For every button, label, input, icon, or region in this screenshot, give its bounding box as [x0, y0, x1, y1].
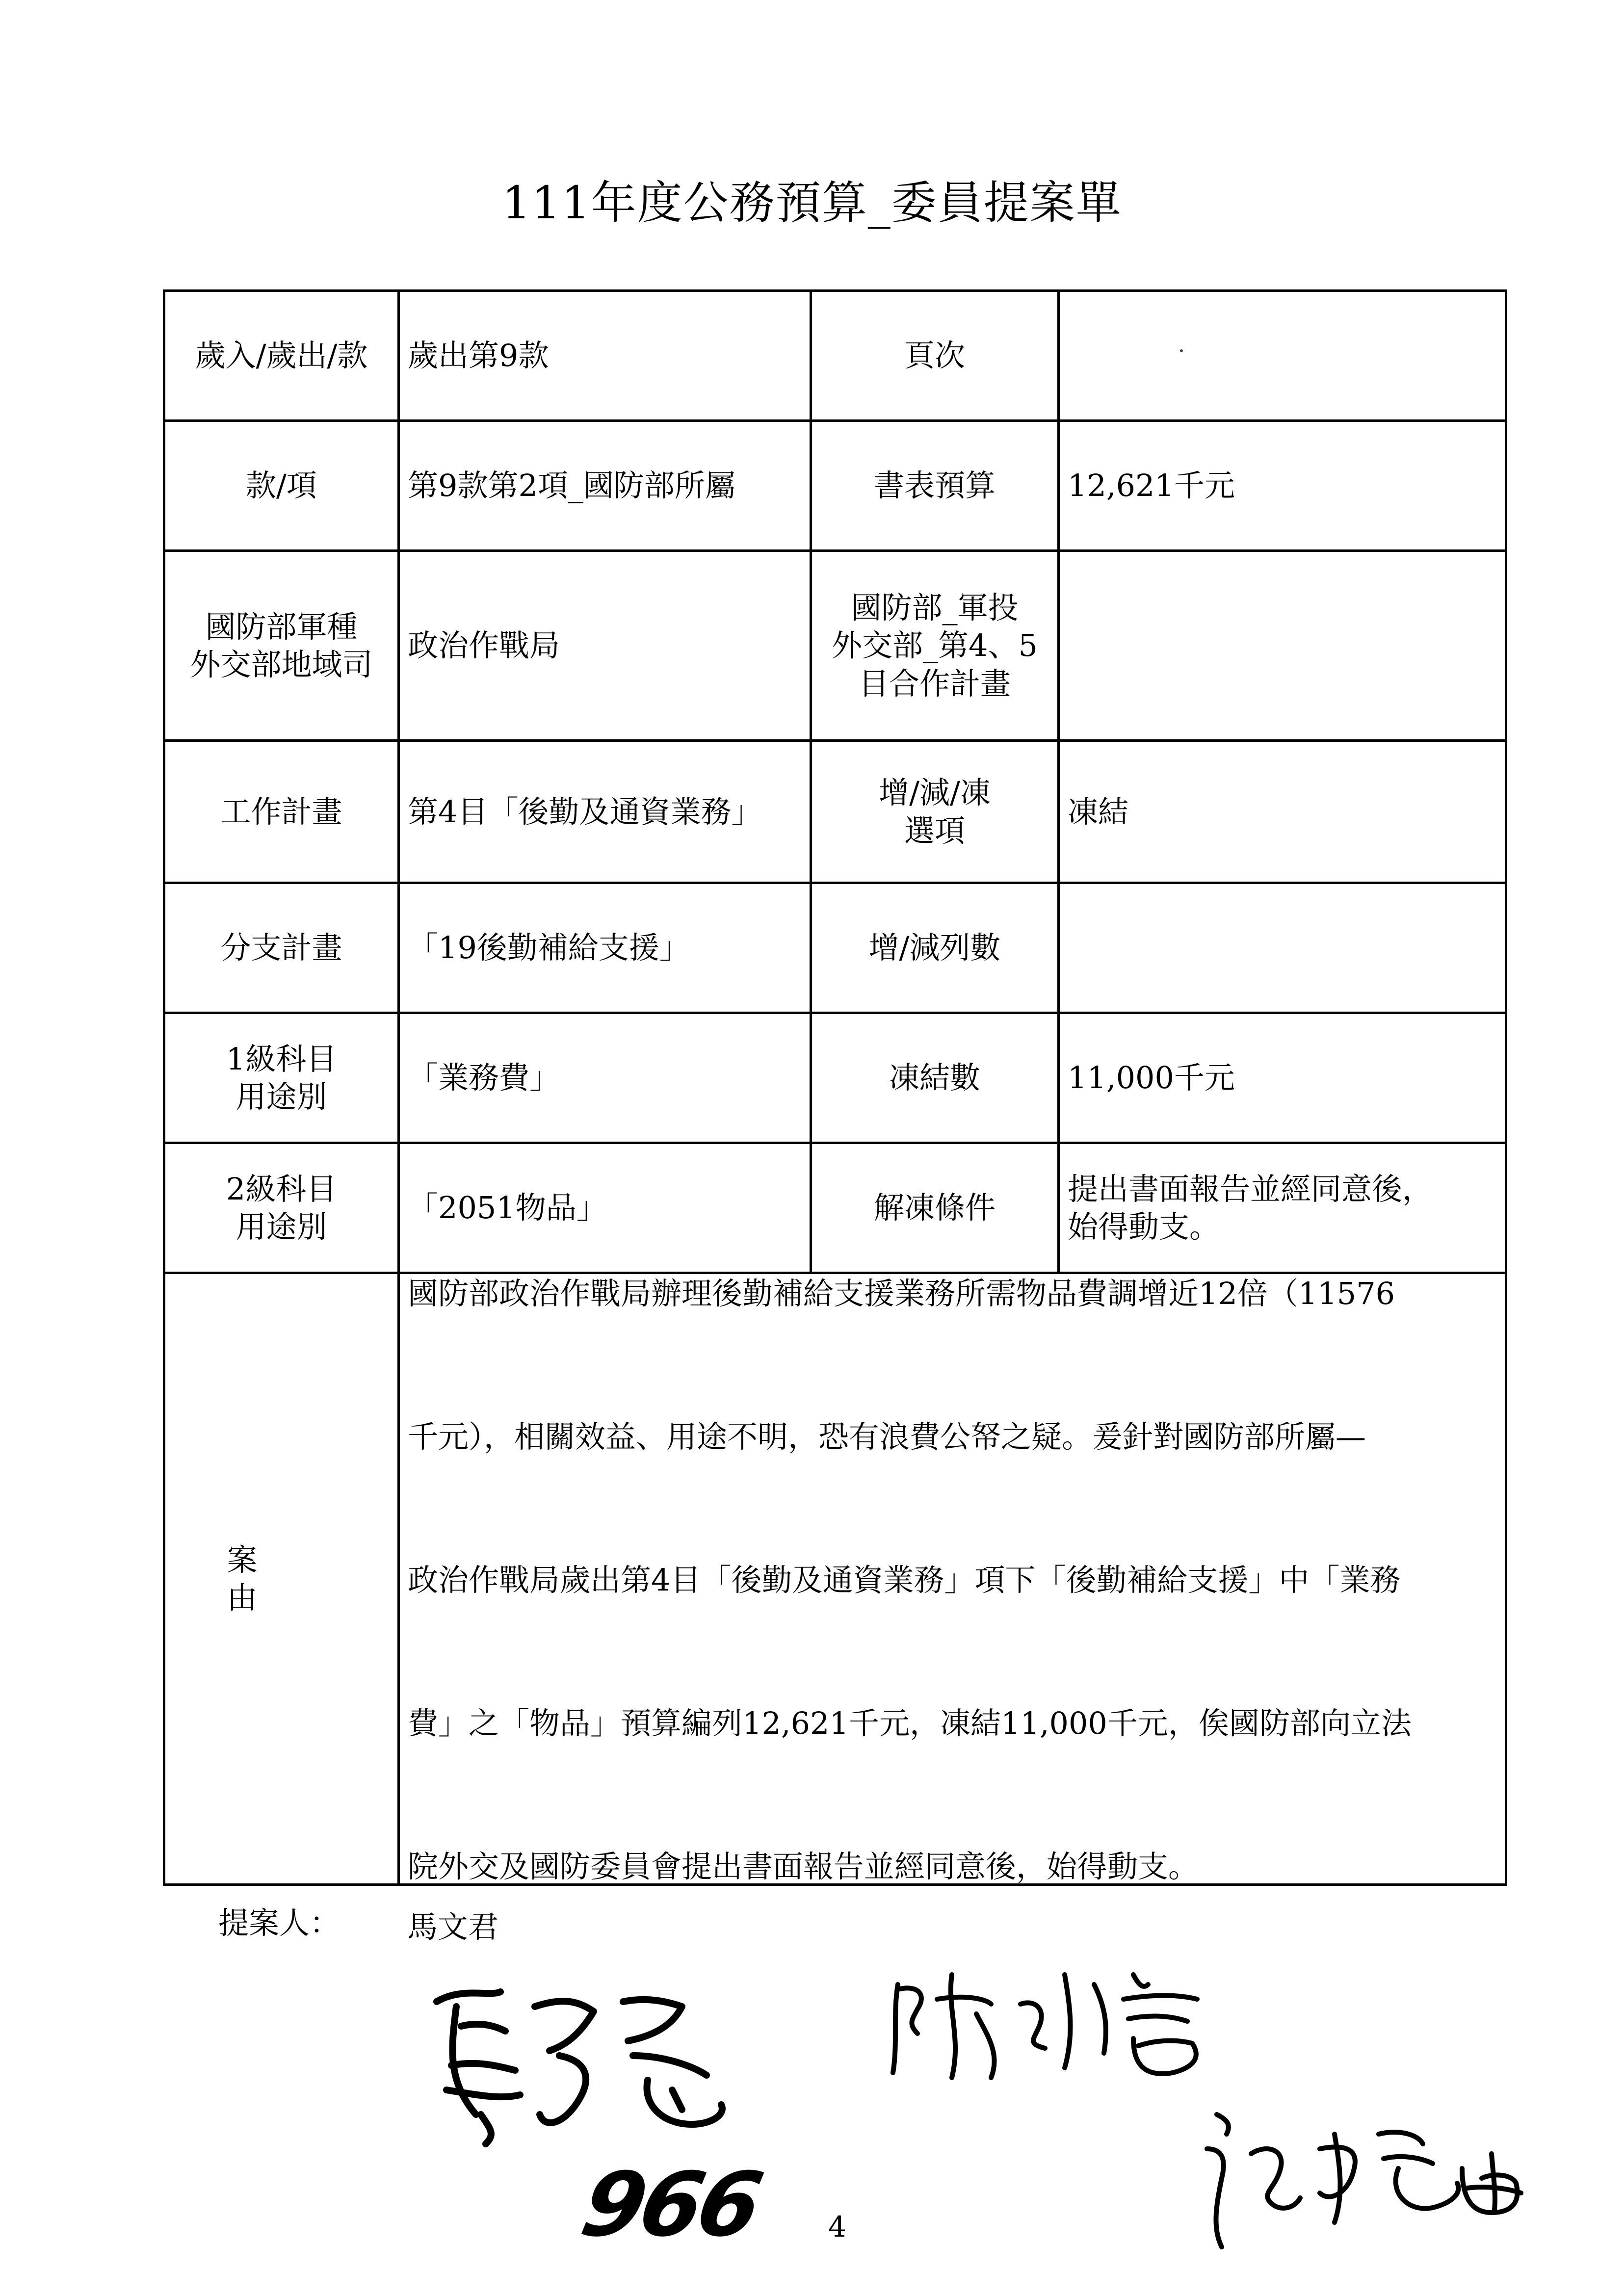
row-value: 「業務費」: [399, 1013, 811, 1143]
row-value-2: [1059, 1143, 1506, 1273]
row-value: 歲出第9款: [399, 291, 811, 421]
row-value: 「19後勤補給支援」: [399, 883, 811, 1013]
row-label: 款/項: [164, 421, 399, 551]
reason-line: 千元），相關效益、用途不明，恐有浪費公帑之疑。爰針對國防部所屬—: [408, 1419, 1366, 1455]
row-label-2: 增/減列數: [811, 883, 1059, 1013]
proposer-name: 馬文君: [407, 1909, 499, 1945]
label-line: 選項: [904, 812, 965, 849]
table-row: [164, 883, 1506, 1013]
value-line: 始得動支。: [1068, 1209, 1220, 1245]
reason-line: 院外交及國防委員會提出書面報告並經同意後，始得動支。: [408, 1849, 1199, 1884]
row-label-2: 解凍條件: [811, 1143, 1059, 1273]
table-row: [164, 1013, 1506, 1143]
page-number: 4: [828, 2210, 846, 2244]
signature-3: [1187, 2095, 1531, 2257]
label-line: 目合作計畫: [858, 665, 1011, 702]
table-row: [164, 741, 1506, 883]
reason-row: [164, 1273, 1506, 1885]
row-label: 分支計畫: [164, 883, 399, 1013]
row-value-2: 11,000千元: [1059, 1013, 1506, 1143]
row-value-2: [1059, 883, 1506, 1013]
handwritten-number: 966: [573, 2154, 767, 2256]
reason-line: 費」之「物品」預算編列12,621千元，凍結11,000千元，俟國防部向立法: [408, 1705, 1412, 1741]
row-value: 第4目「後勤及通資業務」: [399, 741, 811, 883]
reason-text: [399, 1273, 1506, 1885]
row-label: 工作計畫: [164, 741, 399, 883]
label-line: 外交部地域司: [190, 647, 373, 682]
label-line: 國防部軍種: [205, 608, 358, 645]
form-title: 111年度公務預算_委員提案單: [502, 177, 1122, 229]
label-line: 2級科目: [226, 1171, 337, 1207]
row-label: [164, 1013, 399, 1143]
label-line: 1級科目: [226, 1041, 337, 1077]
row-value: 政治作戰局: [399, 551, 811, 741]
table-row: [164, 421, 1506, 551]
row-value: 「2051物品」: [399, 1143, 811, 1273]
row-label: 歲入/歲出/款: [164, 291, 399, 421]
row-label-2: [811, 551, 1059, 741]
row-label-2: 凍結數: [811, 1013, 1059, 1143]
label-line: 外交部_第4、5: [832, 627, 1038, 664]
row-value-2: [1059, 291, 1506, 421]
label-line: 增/減/凍: [879, 775, 991, 810]
table-row: [164, 1143, 1506, 1273]
table-row: [164, 551, 1506, 741]
signature-1: [417, 1967, 760, 2154]
row-label: [164, 551, 399, 741]
proposer-label: 提案人：: [218, 1905, 341, 1941]
row-value-2: [1059, 551, 1506, 741]
row-label-2: [811, 741, 1059, 883]
row-label-2: 頁次: [811, 291, 1059, 421]
row-value-2: 凍結: [1059, 741, 1506, 883]
row-label: [164, 1143, 399, 1273]
row-value: 第9款第2項_國防部所屬: [399, 421, 811, 551]
label-line: 用途別: [236, 1209, 327, 1245]
reason-label: [164, 1273, 399, 1885]
reason-line: 國防部政治作戰局辦理後勤補給支援業務所需物品費調增近12倍（11576: [408, 1276, 1395, 1311]
signature-2: [878, 1955, 1251, 2097]
table-row: [164, 291, 1506, 421]
proposal-table: [163, 289, 1507, 1886]
label-line: 用途別: [236, 1079, 327, 1115]
reason-line: 政治作戰局歲出第4目「後勤及通資業務」項下「後勤補給支援」中「業務: [408, 1562, 1401, 1598]
label-line: 國防部_軍投: [851, 589, 1019, 626]
row-label-2: 書表預算: [811, 421, 1059, 551]
row-value-2: 12,621千元: [1059, 421, 1506, 551]
value-line: 提出書面報告並經同意後，: [1068, 1171, 1433, 1207]
reason-label-text: 案由: [227, 1541, 336, 1616]
